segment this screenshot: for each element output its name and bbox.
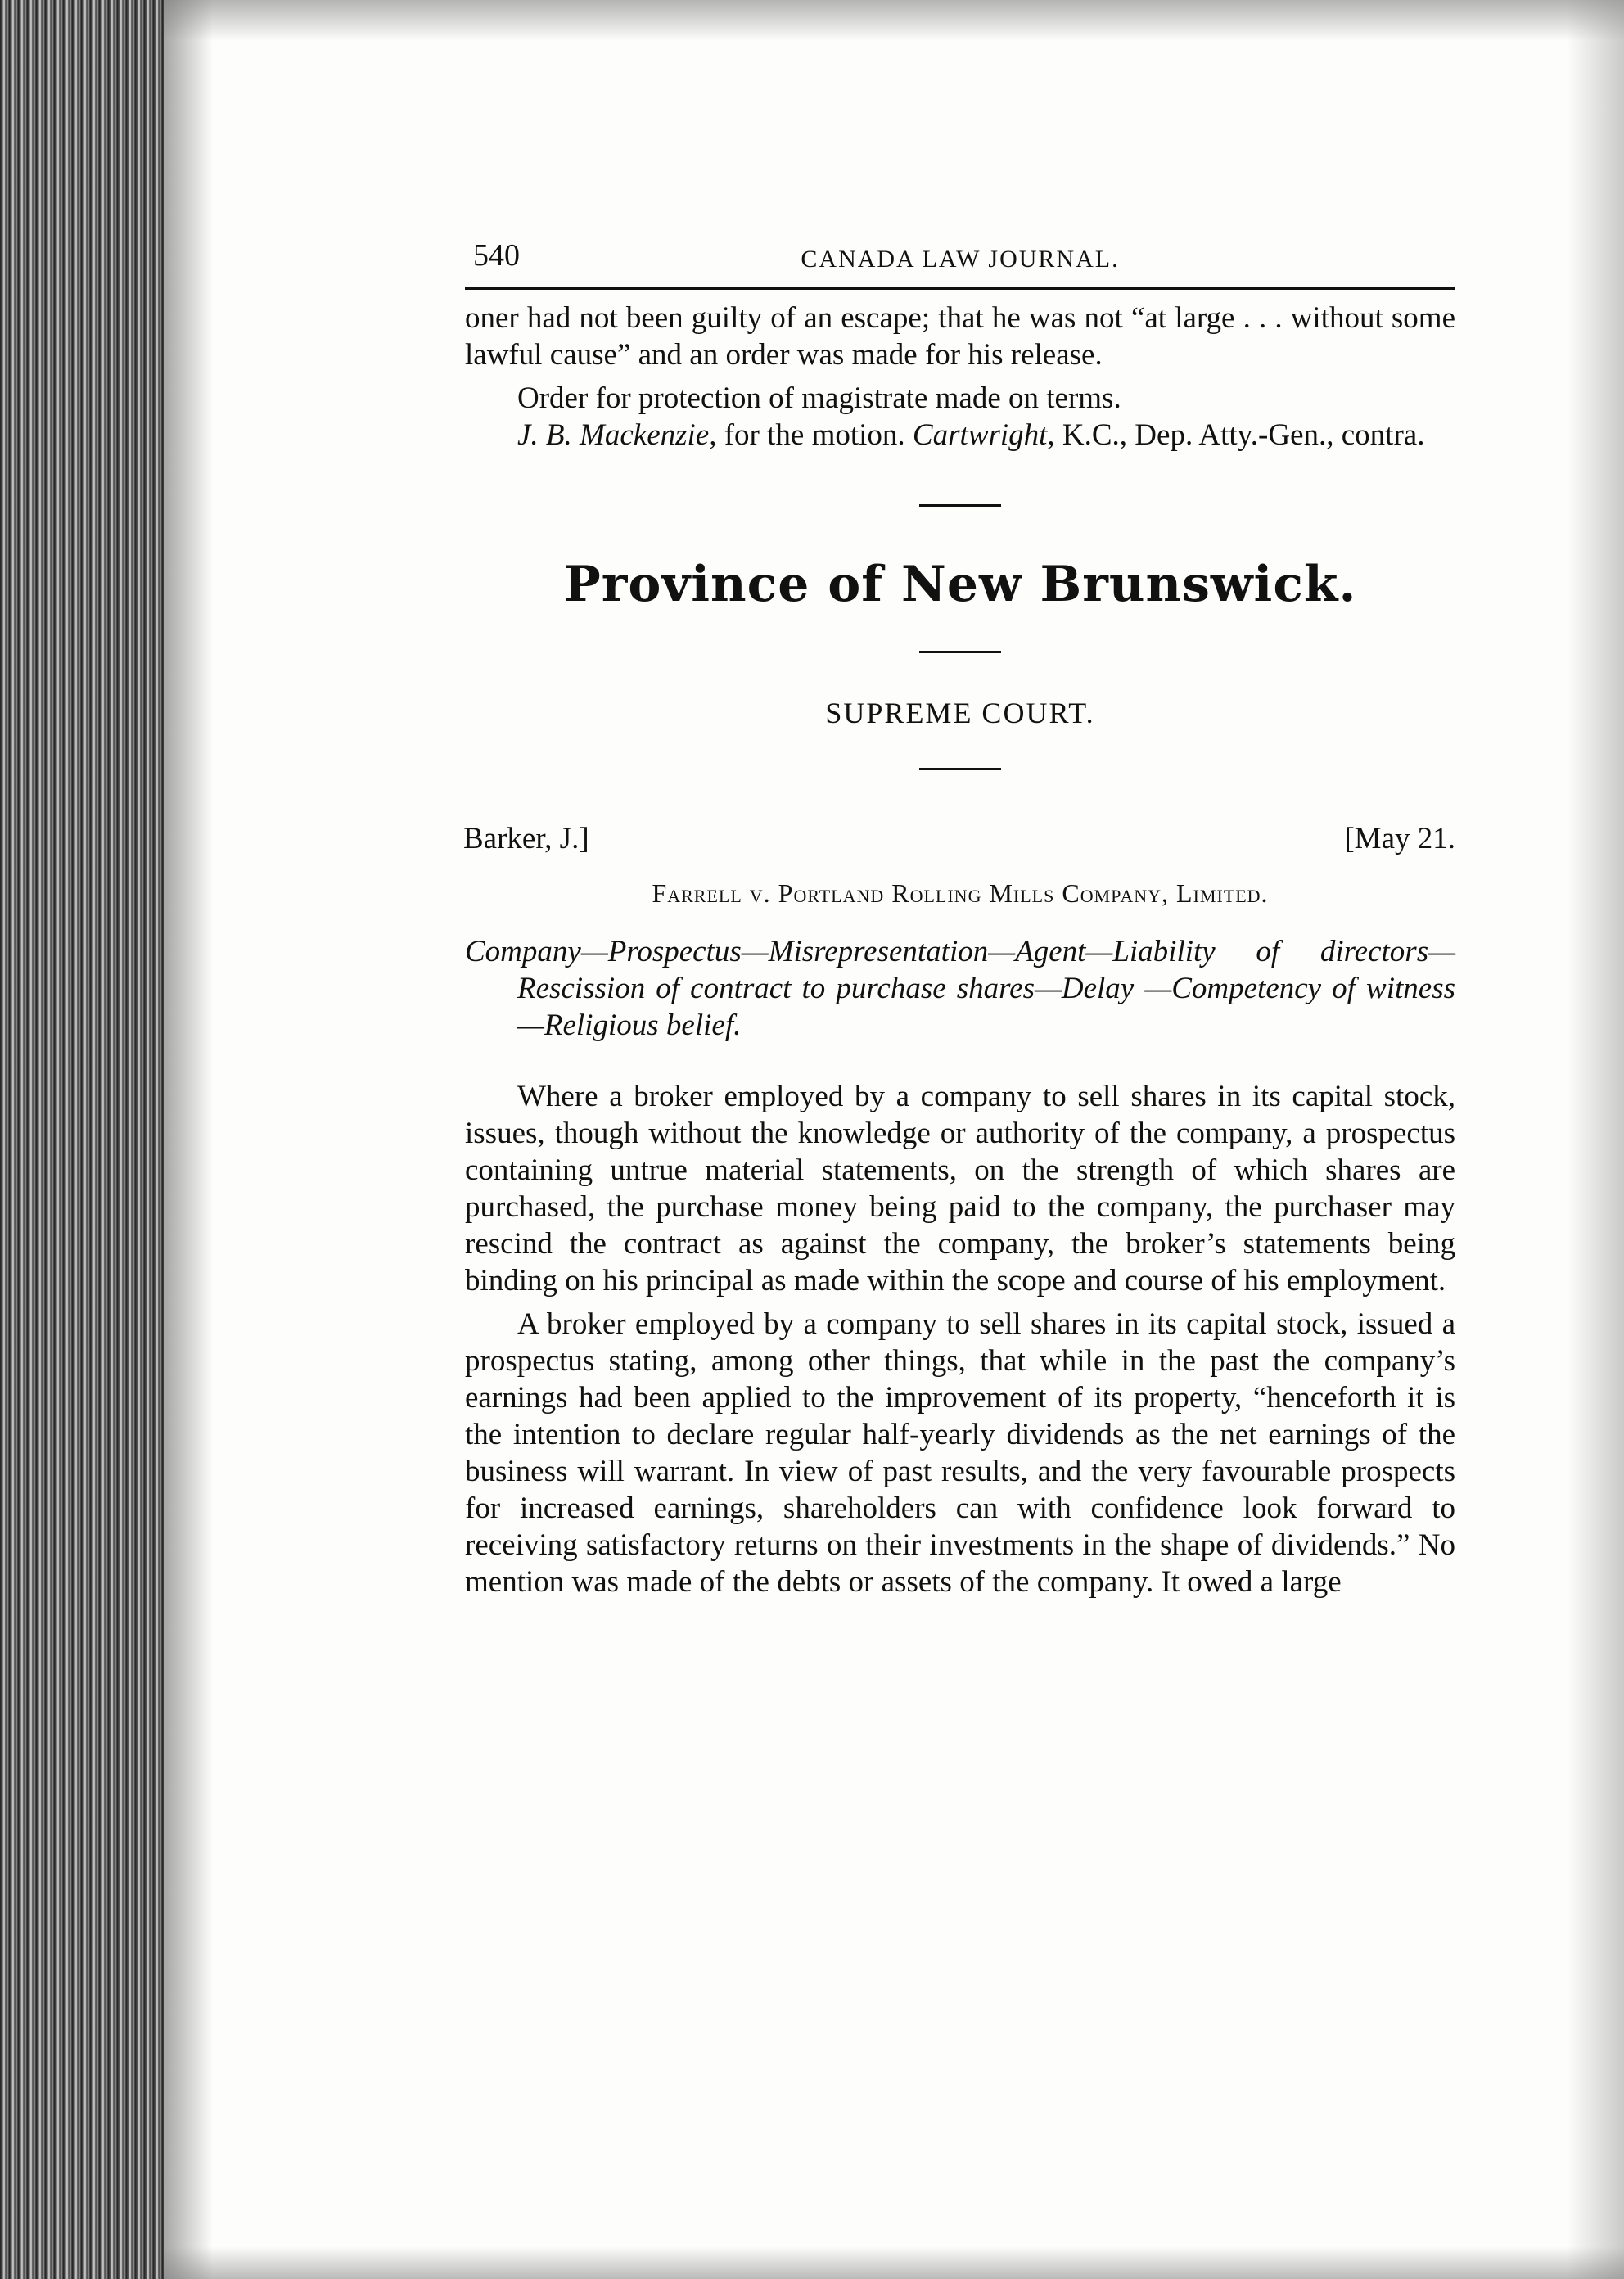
separator-rule — [919, 768, 1001, 770]
province-heading: Province of New Brunswick. — [563, 556, 1357, 613]
counsel-2-text: K.C., Dep. Atty.-Gen., contra. — [1054, 418, 1425, 452]
separator-rule — [919, 651, 1001, 653]
scan-shadow-left — [0, 0, 164, 2279]
body-paragraph: A broker employed by a company to sell shares in its capital stock, issued a prospectus stating, among other things, that while in the past the company’s earnings had been applied to the improvement of its property, “henceforth it is the intention to declare regular half-yearly dividends as the net earnings of the business will warrant. In view of past results, and the very favourable prospects for increased earnings, shareholders can with confidence look forward to receiving satisfactory returns on their investments in the shape of dividends.” No mention was made of the debts or assets of the company. It owed a large — [465, 1307, 1455, 1599]
court-heading: SUPREME COURT. — [825, 697, 1095, 729]
running-title: CANADA LAW JOURNAL. — [801, 246, 1120, 273]
continuation-block — [465, 300, 1455, 454]
scan-shadow-right — [1567, 0, 1624, 2279]
scan-shadow-left-fade — [164, 0, 213, 2279]
continuation-paragraph: oner had not been guilty of an escape; that he was not “at large . . . without some lawful cause” and an order was made for his release. — [465, 301, 1455, 372]
journal-page — [465, 237, 1455, 1600]
scan-shadow-top — [164, 0, 1624, 41]
page-header — [465, 237, 1455, 290]
judge-date-line — [465, 821, 1455, 862]
page-number: 540 — [473, 238, 520, 273]
headnote: Company—Prospectus—Misrepresentation—Agent—Liability of directors—Rescission of contract to purchase shares—Delay —Competency of witness—Religious belief. — [465, 935, 1455, 1042]
body-paragraph: Where a broker employed by a company to sell shares in its capital stock, issues, though without the knowledge or authority of the company, a prospectus containing untrue material statements, on the strength of which shares are purchased, the purchase money being paid to the company, the purchaser may rescind the contract as against the company, the broker’s statements being binding on his principal as made within the scope and course of his employment. — [465, 1080, 1455, 1297]
counsel-1-name: J. B. Mackenzie, — [517, 418, 717, 452]
judge-name: Barker, J.] — [463, 822, 589, 855]
order-paragraph: Order for protection of magistrate made on terms. — [517, 381, 1121, 415]
separator-rule — [919, 504, 1001, 507]
judgment-date: [May 21. — [1344, 822, 1455, 855]
case-body — [465, 1078, 1455, 1600]
case-title: Farrell v. Portland Rolling Mills Company, Limited. — [652, 878, 1269, 908]
scan-shadow-bottom — [164, 2246, 1624, 2279]
counsel-1-text: for the motion. — [716, 418, 913, 452]
counsel-paragraph — [465, 417, 1455, 454]
counsel-2-name: Cartwright, — [912, 418, 1055, 452]
